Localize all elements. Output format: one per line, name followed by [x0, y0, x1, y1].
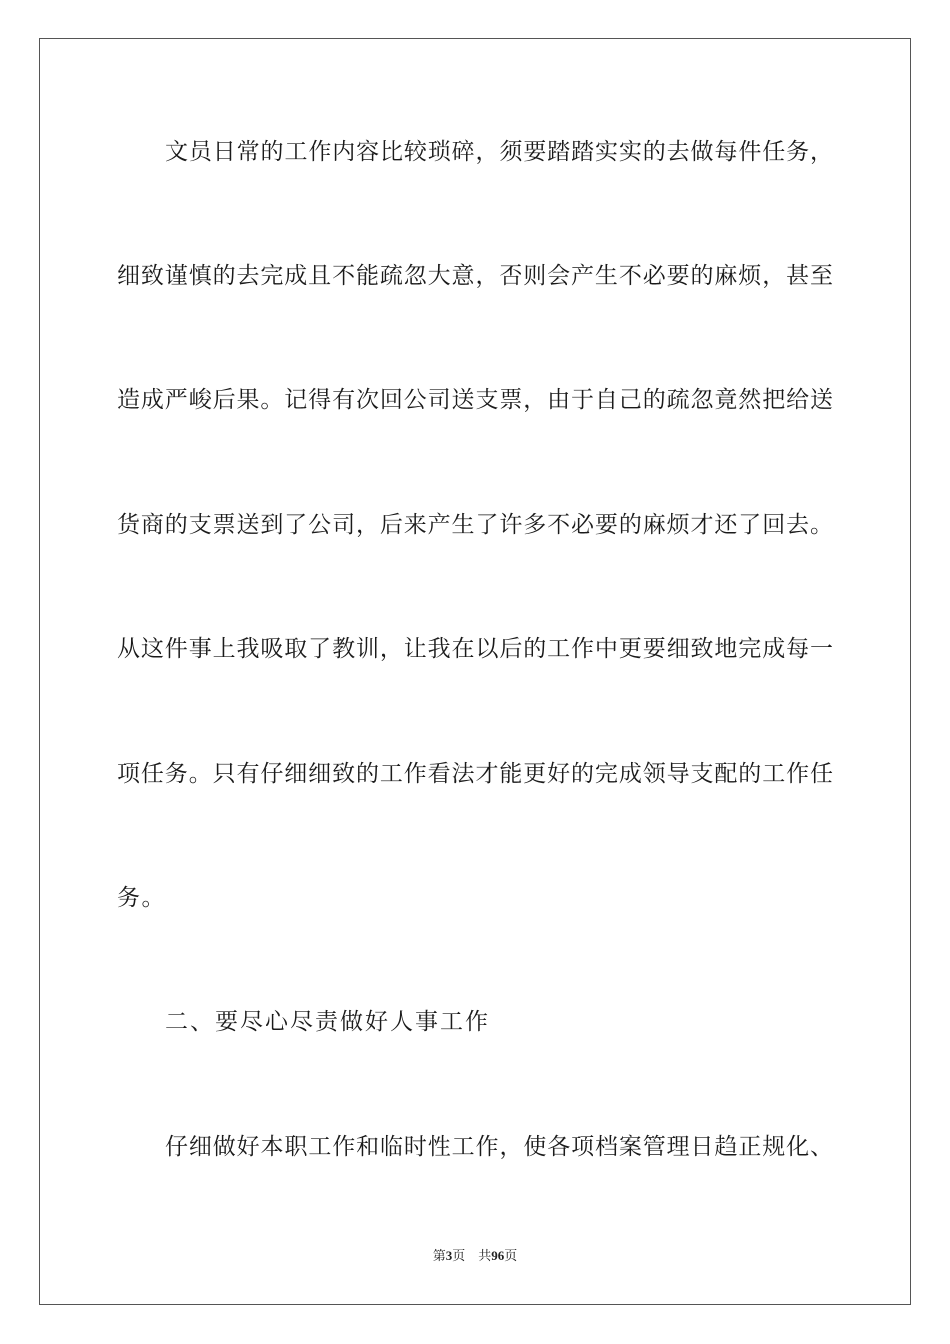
page-border [39, 38, 911, 1305]
body-line-7: 务。 [117, 885, 166, 911]
body-line-3: 造成严峻后果。记得有次回公司送支票，由于自己的疏忽竟然把给送 [117, 387, 833, 413]
current-page-number: 3 [445, 1248, 453, 1263]
body-line-4: 货商的支票送到了公司，后来产生了许多不必要的麻烦才还了回去。 [117, 512, 833, 538]
body-line-2: 细致谨慎的去完成且不能疏忽大意，否则会产生不必要的麻烦，甚至 [117, 263, 833, 289]
body-line-5: 从这件事上我吸取了教训，让我在以后的工作中更要细致地完成每一 [117, 636, 833, 662]
footer-suffix: 页 [504, 1249, 518, 1264]
page-footer [0, 1247, 950, 1266]
total-page-count: 96 [491, 1248, 505, 1263]
body-line-8: 仔细做好本职工作和临时性工作，使各项档案管理日趋正规化、 [165, 1134, 833, 1160]
body-line-6: 项任务。只有仔细细致的工作看法才能更好的完成领导支配的工作任 [117, 761, 833, 787]
footer-middle: 页 共 [452, 1249, 492, 1264]
footer-prefix: 第 [432, 1249, 446, 1264]
section-heading: 二、要尽心尽责做好人事工作 [165, 1009, 490, 1035]
body-line-1: 文员日常的工作内容比较琐碎，须要踏踏实实的去做每件任务， [165, 139, 833, 165]
